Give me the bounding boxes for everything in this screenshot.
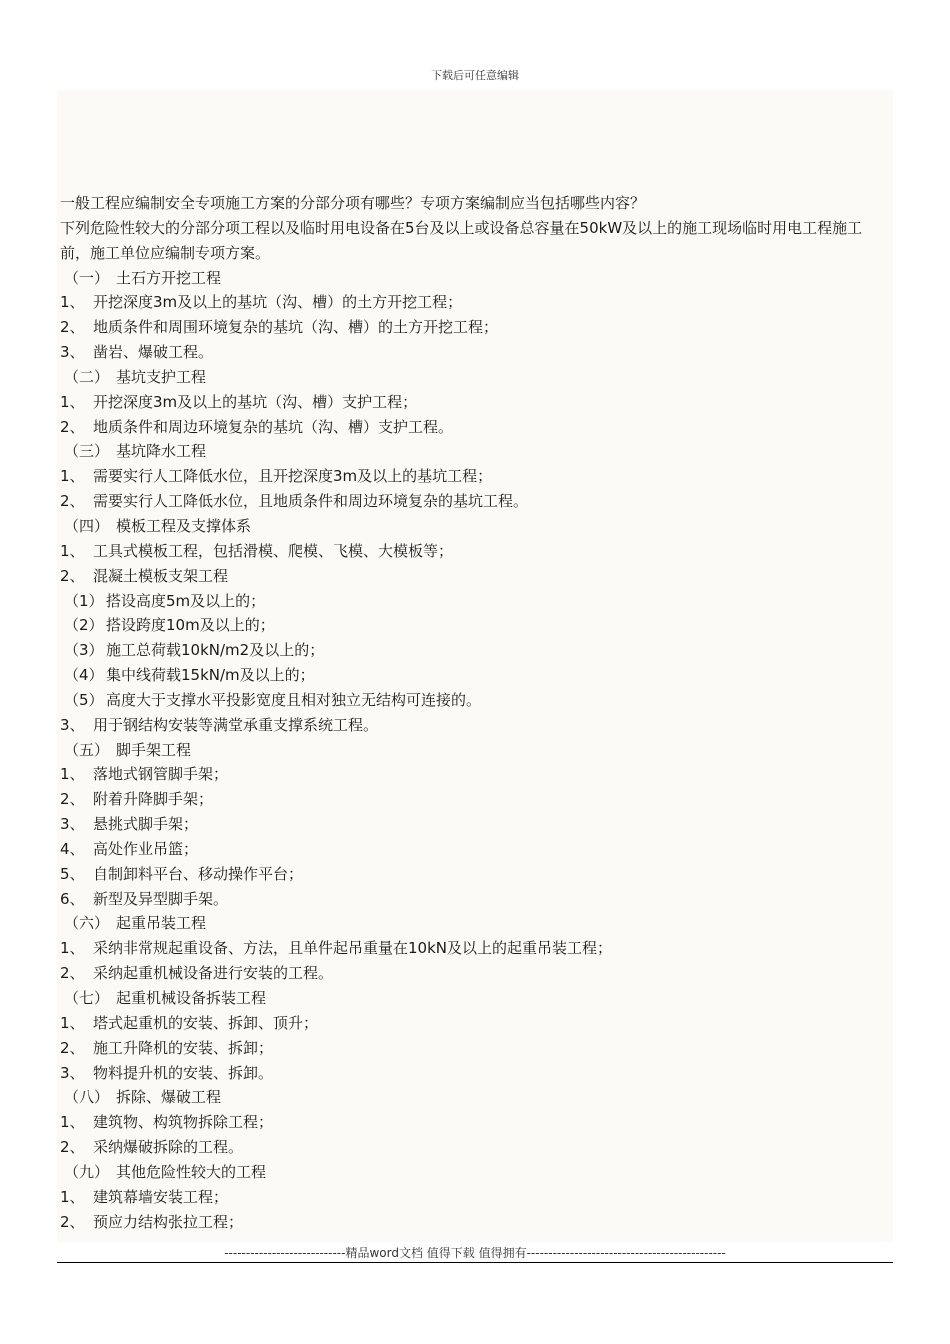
sub-list-item xyxy=(60,688,890,713)
item-number: 3、 xyxy=(60,1063,85,1082)
list-item xyxy=(60,837,890,862)
item-text: 需要实行人工降低水位，且地质条件和周边环境复杂的基坑工程。 xyxy=(93,492,529,511)
section-heading xyxy=(60,1085,890,1110)
item-number: （5） xyxy=(64,690,104,709)
item-text: 基坑支护工程 xyxy=(116,367,207,386)
item-list xyxy=(60,266,890,1235)
item-text: 开挖深度3m及以上的基坑（沟、槽）支护工程； xyxy=(93,392,418,411)
item-text: 采纳起重机械设备进行安装的工程。 xyxy=(93,964,334,983)
list-item xyxy=(60,887,890,912)
item-text: 脚手架工程 xyxy=(116,740,192,759)
item-text: 搭设跨度10m及以上的； xyxy=(106,616,275,635)
item-number: 2、 xyxy=(60,492,85,511)
item-number: 6、 xyxy=(60,889,85,908)
item-number: 2、 xyxy=(60,964,85,983)
item-number: 3、 xyxy=(60,815,85,834)
item-text: 工具式模板工程，包括滑模、爬模、飞模、大模板等； xyxy=(93,541,454,560)
item-text: 模板工程及支撑体系 xyxy=(116,516,252,535)
item-number: 1、 xyxy=(60,467,85,486)
item-text: 采纳爆破拆除的工程。 xyxy=(93,1138,244,1157)
item-text: 施工总荷载10kN/m2及以上的； xyxy=(106,641,325,660)
item-text: 开挖深度3m及以上的基坑（沟、槽）的土方开挖工程； xyxy=(93,293,463,312)
item-text: 混凝土模板支架工程 xyxy=(93,566,229,585)
item-text: 附着升降脚手架； xyxy=(93,790,214,809)
document-body xyxy=(60,191,890,1234)
list-item xyxy=(60,787,890,812)
item-number: （二） xyxy=(64,367,110,386)
list-item xyxy=(60,489,890,514)
sub-list-item xyxy=(60,613,890,638)
item-number: （一） xyxy=(64,268,110,287)
list-item xyxy=(60,415,890,440)
list-item xyxy=(60,1011,890,1036)
item-text: 地质条件和周边环境复杂的基坑（沟、槽）支护工程。 xyxy=(93,417,454,436)
item-text: 搭设高度5m及以上的； xyxy=(106,591,266,610)
item-number: 2、 xyxy=(60,1212,85,1231)
item-text: 落地式钢管脚手架； xyxy=(93,765,229,784)
item-number: 1、 xyxy=(60,392,85,411)
item-number: 3、 xyxy=(60,343,85,362)
item-number: 1、 xyxy=(60,939,85,958)
item-number: 1、 xyxy=(60,1013,85,1032)
item-number: （2） xyxy=(64,616,104,635)
item-text: 塔式起重机的安装、拆卸、顶升； xyxy=(93,1013,319,1032)
list-item xyxy=(60,812,890,837)
item-number: 1、 xyxy=(60,293,85,312)
list-item xyxy=(60,1036,890,1061)
list-item xyxy=(60,862,890,887)
footer-divider xyxy=(57,1262,893,1263)
list-item xyxy=(60,390,890,415)
item-text: 需要实行人工降低水位，且开挖深度3m及以上的基坑工程； xyxy=(93,467,493,486)
list-item xyxy=(60,1185,890,1210)
question-heading: 一般工程应编制安全专项施工方案的分部分项有哪些？专项方案编制应当包括哪些内容？ xyxy=(60,194,646,212)
item-text: 建筑幕墙安装工程； xyxy=(93,1187,229,1206)
item-text: 起重吊装工程 xyxy=(116,914,207,933)
item-text: 物料提升机的安装、拆卸。 xyxy=(93,1063,274,1082)
item-text: 悬挑式脚手架； xyxy=(93,815,199,834)
item-number: （1） xyxy=(64,591,104,610)
sub-list-item xyxy=(60,663,890,688)
item-text: 集中线荷载15kN/m及以上的； xyxy=(106,666,315,685)
list-item xyxy=(60,290,890,315)
list-item xyxy=(60,539,890,564)
item-text: 其他危险性较大的工程 xyxy=(116,1162,267,1181)
section-heading xyxy=(60,1160,890,1185)
item-text: 自制卸料平台、移动操作平台； xyxy=(93,864,304,883)
section-heading xyxy=(60,911,890,936)
item-text: 预应力结构张拉工程； xyxy=(93,1212,244,1231)
item-number: （六） xyxy=(64,914,110,933)
item-text: 土石方开挖工程 xyxy=(116,268,222,287)
item-text: 拆除、爆破工程 xyxy=(116,1088,222,1107)
list-item xyxy=(60,315,890,340)
item-number: 2、 xyxy=(60,1138,85,1157)
section-heading xyxy=(60,514,890,539)
item-number: （3） xyxy=(64,641,104,660)
item-number: 1、 xyxy=(60,541,85,560)
section-heading xyxy=(60,986,890,1011)
item-number: 2、 xyxy=(60,1038,85,1057)
list-item xyxy=(60,762,890,787)
list-item xyxy=(60,464,890,489)
item-number: （八） xyxy=(64,1088,110,1107)
item-text: 起重机械设备拆装工程 xyxy=(116,989,267,1007)
section-heading xyxy=(60,738,890,763)
header-note: 下载后可任意编辑 xyxy=(431,69,519,82)
item-number: 2、 xyxy=(60,318,85,337)
item-number: 1、 xyxy=(60,1113,85,1132)
item-text: 高度大于支撑水平投影宽度且相对独立无结构可连接的。 xyxy=(106,690,482,709)
sub-list-item xyxy=(60,638,890,663)
item-text: 建筑物、构筑物拆除工程； xyxy=(93,1113,274,1132)
item-number: 2、 xyxy=(60,566,85,585)
item-number: （五） xyxy=(64,740,110,759)
item-text: 基坑降水工程 xyxy=(116,442,207,461)
item-text: 采纳非常规起重设备、方法，且单件起吊重量在10kN及以上的起重吊装工程； xyxy=(93,939,612,958)
list-item xyxy=(60,936,890,961)
item-text: 施工升降机的安装、拆卸； xyxy=(93,1038,274,1057)
section-heading xyxy=(60,439,890,464)
item-number: （九） xyxy=(64,1162,110,1181)
item-text: 地质条件和周围环境复杂的基坑（沟、槽）的土方开挖工程； xyxy=(93,318,499,337)
item-number: 1、 xyxy=(60,765,85,784)
intro-paragraph: 下列危险性较大的分部分项工程以及临时用电设备在5台及以上或设备总容量在50kW及以上的施工现场临时用电工程施工前，施工单位应编制专项方案。 xyxy=(60,218,863,262)
item-text: 用于钢结构安装等满堂承重支撑系统工程。 xyxy=(93,715,379,734)
item-number: （4） xyxy=(64,666,104,685)
item-number: （四） xyxy=(64,516,110,535)
item-number: 3、 xyxy=(60,715,85,734)
list-item xyxy=(60,1210,890,1235)
list-item xyxy=(60,713,890,738)
item-text: 高处作业吊篮； xyxy=(93,839,199,858)
list-item xyxy=(60,1110,890,1135)
list-item xyxy=(60,1061,890,1086)
footer-text: ----------------------------精品word文档 值得下载 值得拥有---------------------------------------------- xyxy=(224,1246,726,1260)
list-item xyxy=(60,961,890,986)
item-number: 2、 xyxy=(60,417,85,436)
item-number: 5、 xyxy=(60,864,85,883)
section-heading xyxy=(60,365,890,390)
sub-list-item xyxy=(60,589,890,614)
item-number: （七） xyxy=(64,989,110,1007)
item-number: （三） xyxy=(64,442,110,461)
section-heading xyxy=(60,266,890,291)
list-item xyxy=(60,340,890,365)
item-number: 1、 xyxy=(60,1187,85,1206)
item-number: 2、 xyxy=(60,790,85,809)
list-item xyxy=(60,564,890,589)
item-number: 4、 xyxy=(60,839,85,858)
item-text: 凿岩、爆破工程。 xyxy=(93,343,214,362)
item-text: 新型及异型脚手架。 xyxy=(93,889,229,908)
list-item xyxy=(60,1135,890,1160)
